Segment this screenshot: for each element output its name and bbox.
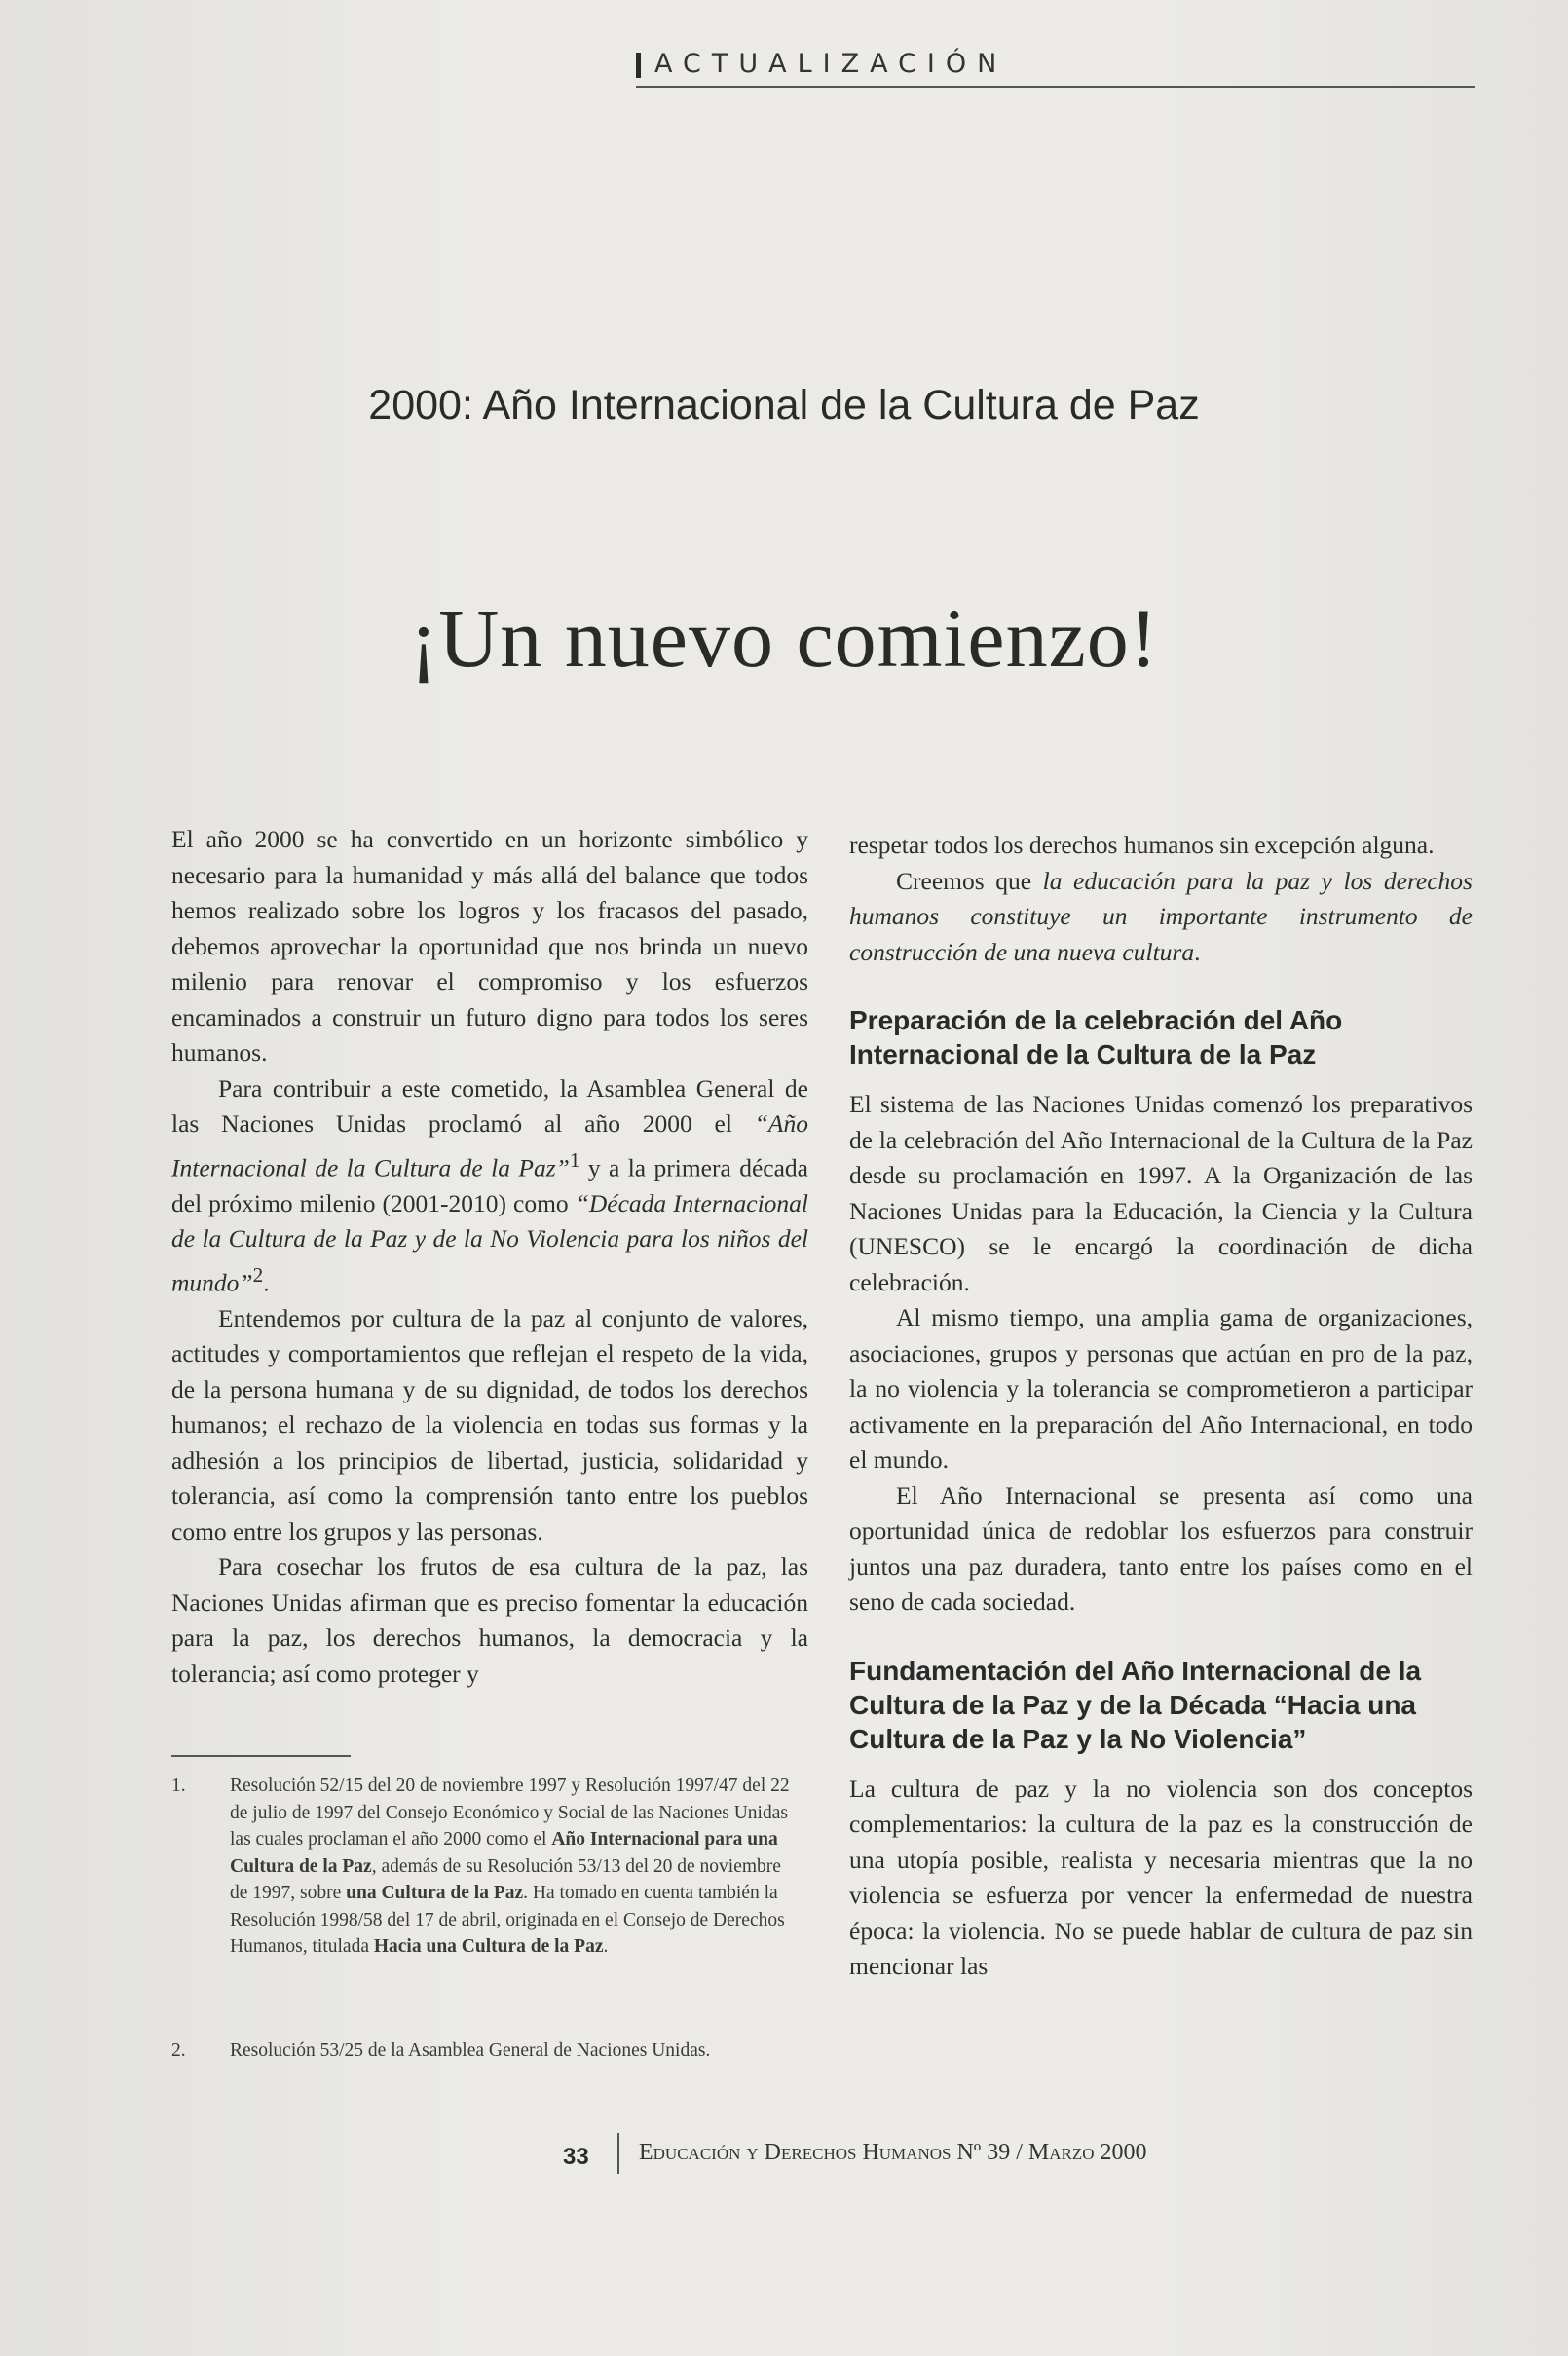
paragraph: respetar todos los derechos humanos sin excepción alguna. <box>849 831 1435 859</box>
footnote-rule <box>171 1755 351 1757</box>
paragraph: La cultura de paz y la no violencia son dos conceptos complementarios: la cultura de la paz es la construcción de una utopía posible, realista y necesaria mientras que la no violencia se esfuerza por vencer la enfermedad de nuestra época: la violencia. No se puede hablar de cultura de paz sin mencionar las <box>849 1774 1473 1980</box>
paragraph: Al mismo tiempo, una amplia gama de organizaciones, asociaciones, grupos y personas que actúan en pro de la paz, la no violencia y la tolerancia se comprometieron a participar activamente en la preparación del Año Internacional, en todo el mundo. <box>849 1303 1473 1474</box>
footnote-ref: 2 <box>252 1262 264 1287</box>
article-title: ¡Un nuevo comienzo! <box>409 591 1159 685</box>
section-heading: Fundamentación del Año Internacional de la Cultura de la Paz y de la Década “Hacia una Cultura de la Paz y la No Violencia” <box>849 1655 1422 1754</box>
footnote-2: 2. Resolución 53/25 de la Asamblea General de Naciones Unidas. <box>171 2040 711 2061</box>
left-column <box>171 822 808 1692</box>
footer-divider <box>617 2133 619 2174</box>
paragraph: Para contribuir a este cometido, la Asamblea General de las Naciones Unidas proclamó al año 2000 el “Año Internacional de la Cultura de la Paz”$^1$ y a la primera década del próximo milenio (2001-2010) como “Década Internacional de la Cultura de la Paz y de la No Violencia para los niños del mundo”$^2$. <box>171 1073 808 1296</box>
paragraph: El sistema de las Naciones Unidas comenzó los preparativos de la celebración del Año Internacional de la Cultura de la Paz desde su proclamación en 1997. A la Organización de las Naciones Unidas para la Educación, la Ciencia y la Cultura (UNESCO) se le encargó la coordinación de dicha celebración. <box>849 1090 1473 1296</box>
header-bar <box>636 53 641 78</box>
paragraph: Entendemos por cultura de la paz al conjunto de valores, actitudes y comportamientos que reflejan el respeto de la vida, de la persona humana y de su dignidad, de todos los derechos humanos; el rechazo de la violencia en todas sus formas y la adhesión a los principios de libertad, justicia, solidaridad y tolerancia, así como la comprensión tanto entre los pueblos como entre los grupos y las personas. <box>171 1303 808 1546</box>
paragraph: Para cosechar los frutos de esa cultura de la paz, las Naciones Unidas afirman que es preciso fomentar la educación para la paz, los derechos humanos, la democracia y la tolerancia; así como proteger y <box>171 1552 808 1688</box>
page-number: 33 <box>563 2144 589 2170</box>
publication-info: Educación y Derechos Humanos Nº 39 / Marzo 2000 <box>639 2140 1147 2165</box>
article-kicker: 2000: Año Internacional de la Cultura de Paz <box>368 382 1200 429</box>
paragraph: El Año Internacional se presenta así como una oportunidad única de redoblar los esfuerzos para construir juntos una paz duradera, tanto entre los países como en el seno de cada sociedad. <box>849 1480 1473 1616</box>
paragraph: El año 2000 se ha convertido en un horizonte simbólico y necesario para la humanidad y más allá del balance que todos hemos realizado sobre los logros y los fracasos del pasado, debemos aprovechar la oportunidad que nos brinda un nuevo milenio para renovar el compromiso y los esfuerzos encaminados a construir un futuro digno para todos los seres humanos. <box>171 825 808 1066</box>
section-header: ACTUALIZACIÓN <box>654 49 1008 79</box>
footnote-1: 1. Resolución 52/15 del 20 de noviembre 1997 y Resolución 1997/47 del 22 de julio de 1997 del Consejo Económico y Social de las Naciones Unidas las cuales proclaman el año 2000 como el Año Internacional para una Cultura de la Paz, además de su Resolución 53/13 del 20 de noviembre de 1997, sobre una Cultura de la Paz. Ha tomado en cuenta también la Resolución 1998/58 del 17 de abril, originada en el Consejo de Derechos Humanos, titulada Hacia una Cultura de la Paz. <box>171 1776 790 1957</box>
footnote-ref: 1 <box>569 1147 580 1172</box>
paragraph: Creemos que la educación para la paz y los derechos humanos constituye un importante instrumento de construcción de una nueva cultura. <box>849 866 1473 966</box>
right-column <box>849 828 1473 1985</box>
header-rule <box>636 86 1475 88</box>
section-heading: Preparación de la celebración del Año Internacional de la Cultura de la Paz <box>849 1005 1343 1069</box>
